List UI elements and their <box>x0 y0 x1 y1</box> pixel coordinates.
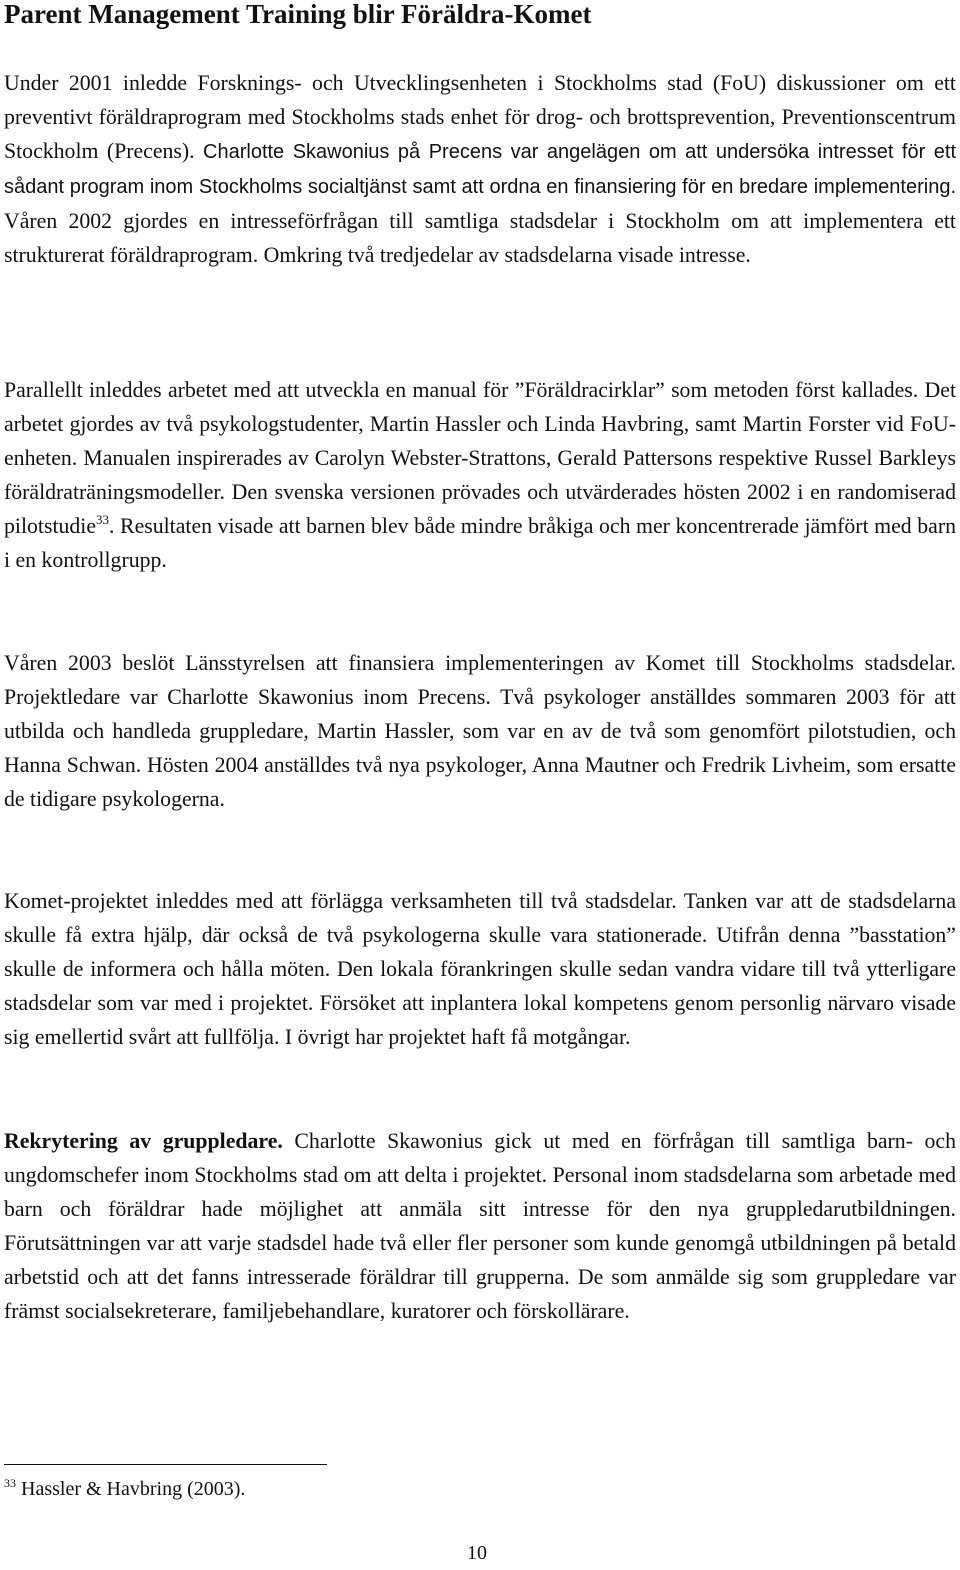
paragraph-1-sans-text: Charlotte Skawonius på Precens var angelägen om att undersöka intresset för ett sådant program inom Stockholms socialtjänst samt att ordna en finansiering för en bredare implementering. <box>4 141 956 198</box>
paragraph-4 <box>4 884 956 1054</box>
paragraph-2 <box>4 373 956 577</box>
paragraph-3 <box>4 646 956 816</box>
paragraph-2-text-end: . Resultaten visade att barnen blev både mindre bråkiga och mer koncentrerade jämfört med barn i en kontrollgrupp. <box>4 514 956 572</box>
paragraph-1-serif-text: Under 2001 inledde Forsknings- och Utvecklingsenheten i Stockholms stad (FoU) diskussioner om ett preventivt föräldraprogram med Stockholms stads enhet för drog- och brottsprevention, Preventionscentrum Stockholm (Precens). <box>4 71 956 163</box>
paragraph-5-lead-in: Rekrytering av gruppledare. <box>4 1129 283 1153</box>
paragraph-3-text: Våren 2003 beslöt Länsstyrelsen att finansiera implementeringen av Komet till Stockholms stadsdelar. Projektledare var Charlotte Skawonius inom Precens. Två psykologer anställdes sommaren 2003 för att utbilda och handleda gruppledare, Martin Hassler, som var en av de två som genomfört pilotstudien, och Hanna Schwan. Hösten 2004 anställdes två nya psykologer, Anna Mautner och Fredrik Livheim, som ersatte de tidigare psykologerna. <box>4 651 956 811</box>
paragraph-1-tail-text: Våren 2002 gjordes en intresseförfrågan till samtliga stadsdelar i Stockholm om att implementera ett strukturerat föräldraprogram. Omkring två tredjedelar av stadsdelarna visade intresse. <box>4 209 956 267</box>
paragraph-1 <box>4 66 956 272</box>
footnote-text: Hassler & Havbring (2003). <box>21 1478 246 1500</box>
footnote-reference: 33 <box>96 512 110 527</box>
section-heading: Parent Management Training blir Föräldra-Komet <box>4 0 592 29</box>
footnote-divider <box>4 1464 327 1465</box>
paragraph-4-text: Komet-projektet inleddes med att förlägga verksamheten till två stadsdelar. Tanken var att de stadsdelarna skulle få extra hjälp, där också de två psykologerna skulle vara stationerade. Utifrån denna ”basstation” skulle de informera och hålla möten. Den lokala förankringen skulle sedan vandra vidare till två ytterligare stadsdelar som var med i projektet. Försöket att inplantera lokal kompetens genom personlig närvaro visade sig emellertid svårt att fullfölja. I övrigt har projektet haft få motgångar. <box>4 889 956 1049</box>
footnote-number: 33 <box>4 1476 16 1490</box>
paragraph-2-text: Parallellt inleddes arbetet med att utveckla en manual för ”Föräldracirklar” som metoden först kallades. Det arbetet gjordes av två psykologstudenter, Martin Hassler och Linda Havbring, samt Martin Forster vid FoU-enheten. Manualen inspirerades av Carolyn Webster-Strattons, Gerald Pattersons respektive Russel Barkleys föräldraträningsmodeller. Den svenska versionen prövades och utvärderades hösten 2002 i en randomiserad pilotstudie <box>4 378 956 538</box>
paragraph-5-text: Charlotte Skawonius gick ut med en förfrågan till samtliga barn- och ungdomschefer inom Stockholms stad om att delta i projektet. Personal inom stadsdelarna som arbetade med barn och föräldrar hade möjlighet att anmäla sitt intresse för den nya gruppledarutbildningen. Förutsättningen var att varje stadsdel hade två eller fler personer som kunde genomgå utbildningen på betald arbetstid och att det fanns intresserade föräldrar till grupperna. De som anmälde sig som gruppledare var främst socialsekreterare, familjebehandlare, kuratorer och förskollärare. <box>4 1129 957 1323</box>
footnote <box>4 1474 245 1504</box>
paragraph-5 <box>4 1124 956 1328</box>
page-number: 10 <box>467 1542 487 1564</box>
